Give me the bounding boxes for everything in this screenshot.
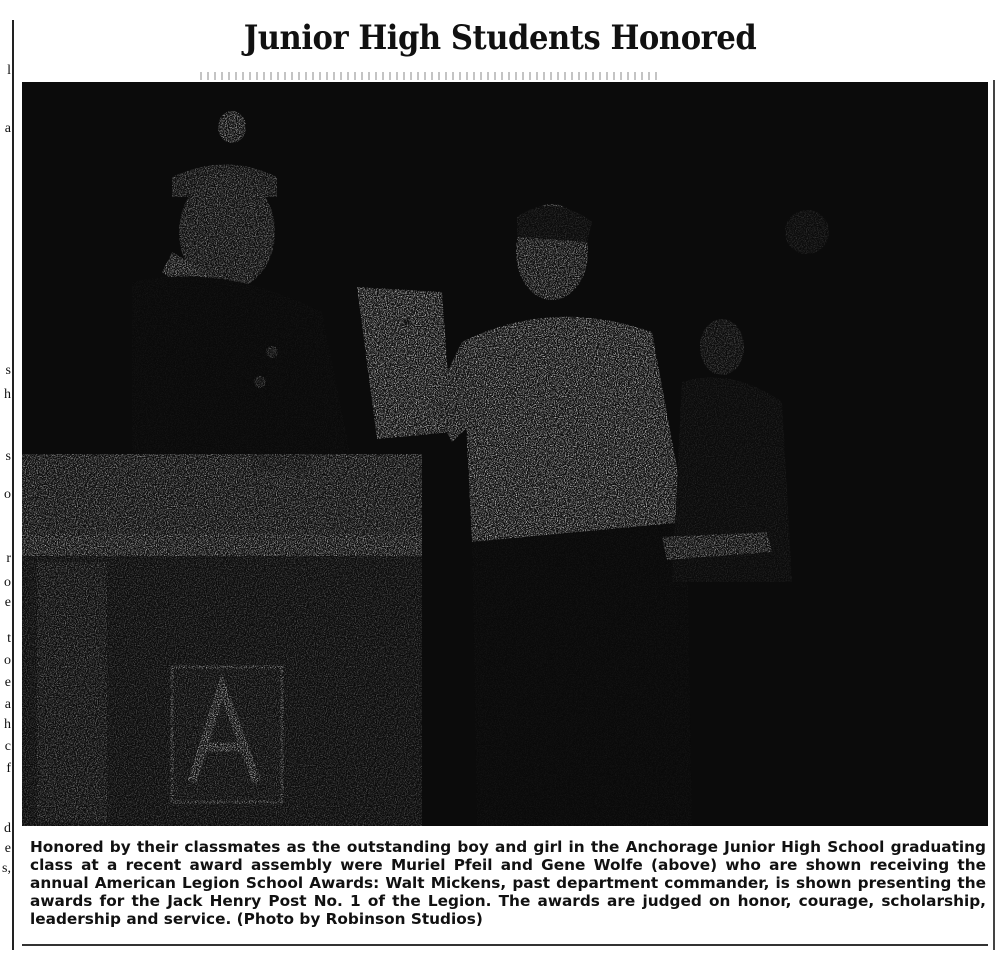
sign xyxy=(172,667,282,802)
fragment-letter: r xyxy=(6,551,11,566)
commander-figure xyxy=(132,111,352,462)
headline: Junior High Students Honored xyxy=(243,18,757,58)
fragment-letter: a xyxy=(4,697,11,712)
print-speckle xyxy=(200,72,660,80)
girl-figure xyxy=(662,210,829,582)
fragment-letter: o xyxy=(4,575,11,590)
student-figure xyxy=(432,204,692,826)
fragment-letter: e xyxy=(4,675,11,690)
column-divider xyxy=(12,20,14,950)
fragment-letter: s xyxy=(5,363,11,378)
photo-caption: Honored by their classmates as the outstanding boy and girl in the Anchorage Junior High School graduating class at a recent award assembly were Muriel Pfeil and Gene Wolfe (above) who are shown receiving the annual American Legion School Awards: Walt Mickens, past department commander, is shown presenting the awards for the Jack Henry Post No. 1 of the Legion. The awards are judged on honor, courage, scholarship, leadership and service. (Photo by Robinson Studios) xyxy=(30,838,986,928)
fragment-letter: a xyxy=(4,121,11,136)
news-photograph xyxy=(22,82,988,826)
fragment-letter: c xyxy=(4,739,11,754)
column-divider-right xyxy=(993,80,995,950)
fragment-letter: d xyxy=(4,821,11,836)
fragment-letter: h xyxy=(4,387,11,402)
fragment-letter: s, xyxy=(2,861,11,876)
fragment-letter: e xyxy=(4,595,11,610)
photo-illustration xyxy=(22,82,988,826)
fragment-letter: h xyxy=(4,717,11,732)
fragment-letter: f xyxy=(6,761,11,776)
fragment-letter: o xyxy=(4,653,11,668)
fragment-letter: t xyxy=(7,631,11,646)
fragment-letter: o xyxy=(4,487,11,502)
fragment-letter: l xyxy=(7,63,11,78)
adjacent-column-fragment xyxy=(0,0,20,956)
bottom-rule xyxy=(22,944,988,946)
certificate xyxy=(357,287,452,439)
fragment-letter: s xyxy=(5,449,11,464)
fragment-letter: e xyxy=(4,841,11,856)
